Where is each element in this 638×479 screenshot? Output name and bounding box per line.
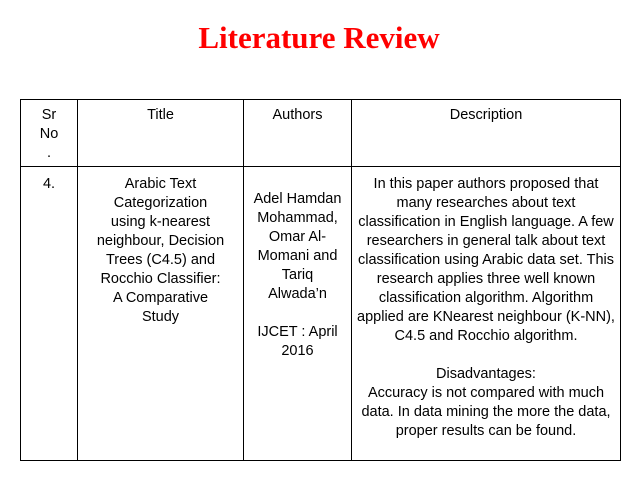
author-line: Mohammad, <box>257 210 338 226</box>
author-line: Adel Hamdan <box>253 191 342 207</box>
title-line: A Comparative <box>112 290 209 306</box>
header-sr-no <box>21 100 78 167</box>
cell-description <box>352 167 621 461</box>
header-title: Title <box>78 100 244 167</box>
author-line: Omar Al- <box>268 229 327 245</box>
cell-authors <box>244 167 352 461</box>
description-text: In this paper authors proposed that many researches about text classification in English language. A few researchers in general talk about text classification using Arabic data set. This research applies three well known classification algorithm. Algorithm applied are KNearest neighbour (K-NN), C4.5 and Rocchio algorithm. <box>357 176 615 344</box>
authors-block <box>249 190 346 361</box>
cell-title <box>78 167 244 461</box>
journal-line: 2016 <box>281 343 314 359</box>
spacer <box>357 346 615 365</box>
table-row <box>21 167 621 461</box>
page-title: Literature Review <box>198 20 440 55</box>
table-header-row <box>21 100 621 167</box>
header-sr-no-line-3: . <box>46 145 52 161</box>
journal-line: IJCET : April <box>257 324 338 340</box>
header-sr-no-line-1: Sr <box>41 107 57 123</box>
header-authors: Authors <box>244 100 352 167</box>
header-description: Description <box>352 100 621 167</box>
author-line: Alwada’n <box>268 286 327 302</box>
title-line: Rocchio Classifier: <box>100 271 221 287</box>
header-sr-no-line-2: No <box>39 126 59 142</box>
literature-table <box>20 99 621 461</box>
title-line: Trees (C4.5) and <box>105 252 216 268</box>
title-line: Study <box>141 309 180 325</box>
title-line: using k-nearest <box>110 214 211 230</box>
title-line: Categorization <box>113 195 208 211</box>
title-line: Arabic Text <box>124 176 197 192</box>
spacer <box>249 304 346 323</box>
author-line: Tariq <box>281 267 314 283</box>
cell-sr-no: 4. <box>21 167 78 461</box>
disadvantages-text: Accuracy is not compared with much data. In data mining the more the data, proper results can be found. <box>361 385 611 439</box>
title-line: neighbour, Decision <box>96 233 225 249</box>
disadvantages-label: Disadvantages: <box>436 366 536 382</box>
author-line: Momani and <box>257 248 338 264</box>
